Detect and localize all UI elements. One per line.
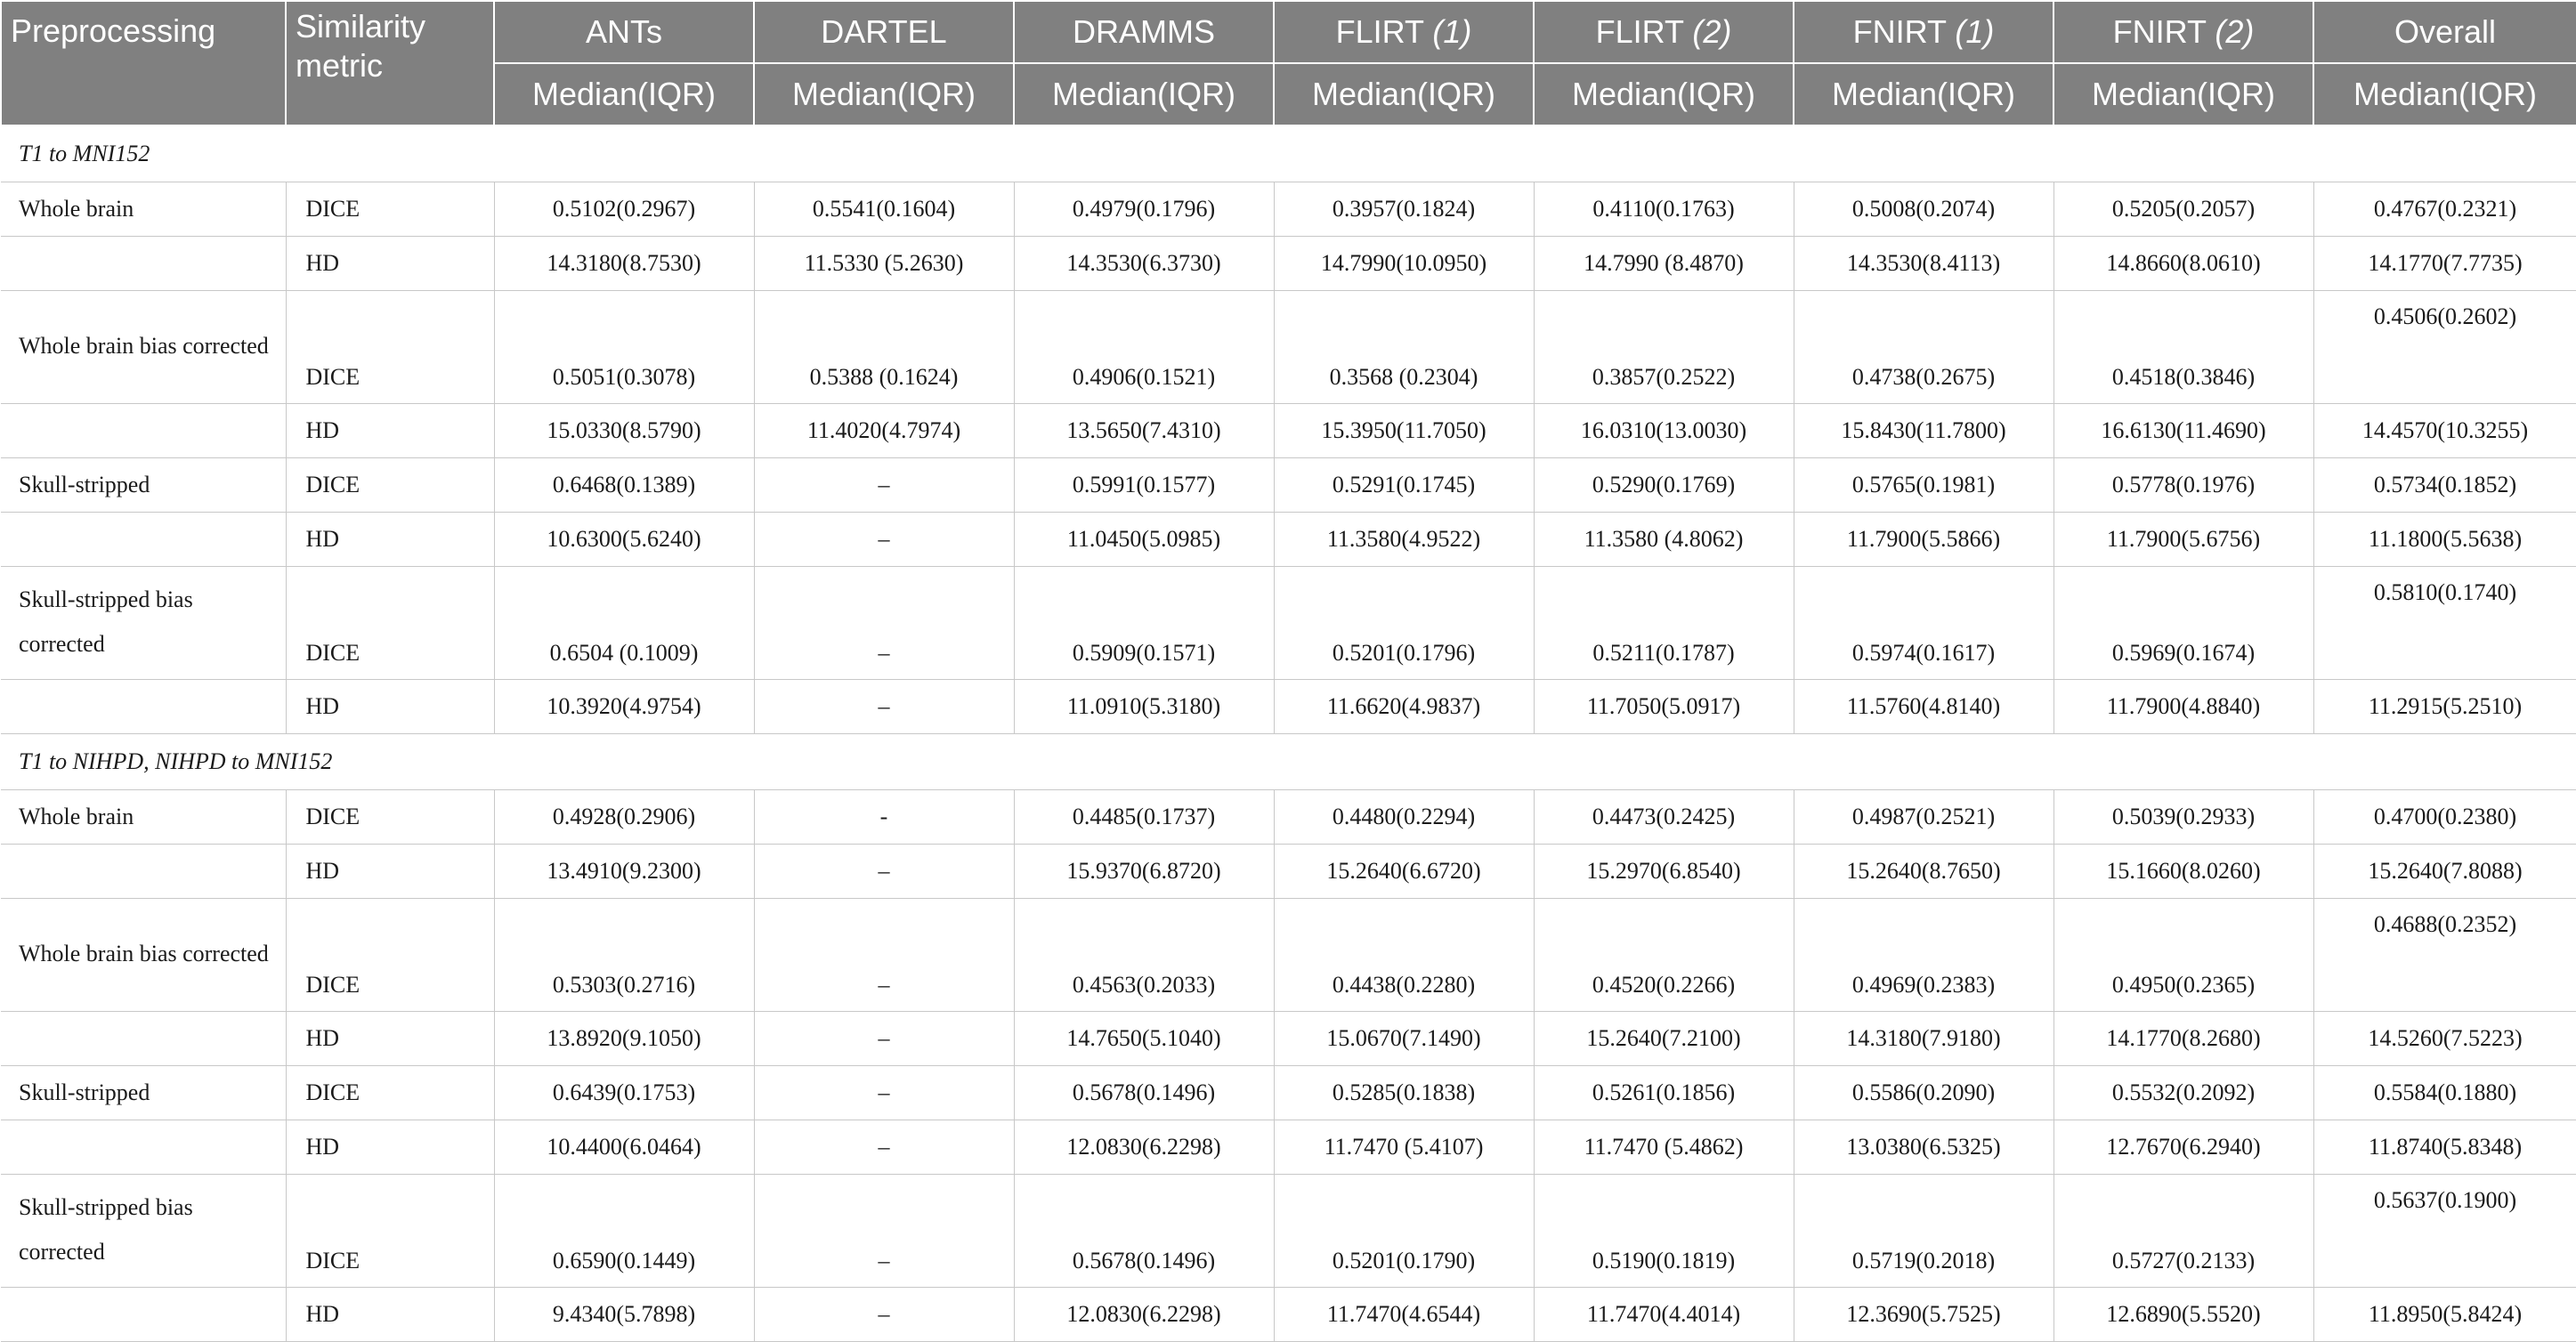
value-cell: 0.5584(0.1880)	[2313, 1066, 2576, 1120]
table-header	[1, 1, 2576, 125]
value-cell: 15.3950(11.7050)	[1274, 404, 1534, 458]
value-cell: –	[754, 1066, 1014, 1120]
value-cell: 0.5778(0.1976)	[2054, 458, 2313, 513]
table-row	[1, 899, 2576, 1012]
method-name: FNIRT	[1852, 13, 1956, 50]
value-cell: 14.3530(6.3730)	[1014, 237, 1274, 291]
preprocessing-label: Whole brain bias corrected	[1, 899, 286, 1012]
subheader-median-iqr: Median(IQR)	[1794, 63, 2054, 125]
metric-cell: DICE	[286, 182, 494, 237]
value-cell: 12.6890(5.5520)	[2054, 1288, 2313, 1342]
table-row	[1, 1120, 2576, 1175]
header-metric-line1: Similarity	[296, 8, 426, 44]
value-cell: 16.6130(11.4690)	[2054, 404, 2313, 458]
metric-cell: HD	[286, 680, 494, 734]
table-row	[1, 404, 2576, 458]
metric-cell: DICE	[286, 458, 494, 513]
value-cell: 0.5909(0.1571)	[1014, 567, 1274, 680]
value-cell: 0.5211(0.1787)	[1534, 567, 1794, 680]
value-cell: 0.6468(0.1389)	[494, 458, 754, 513]
value-cell: 11.2915(5.2510)	[2313, 680, 2576, 734]
value-cell: 0.4767(0.2321)	[2313, 182, 2576, 237]
value-cell: –	[754, 1120, 1014, 1175]
table-body	[1, 125, 2576, 1342]
metric-cell: DICE	[286, 291, 494, 404]
value-cell: 15.2640(7.2100)	[1534, 1012, 1794, 1066]
value-cell: 0.5201(0.1790)	[1274, 1175, 1534, 1288]
metric-cell: DICE	[286, 1066, 494, 1120]
value-cell: 0.4969(0.2383)	[1794, 899, 2054, 1012]
value-cell: 0.4506(0.2602)	[2313, 291, 2576, 404]
method-suffix: (1)	[1955, 13, 1995, 50]
value-cell: –	[754, 567, 1014, 680]
value-cell: 11.0910(5.3180)	[1014, 680, 1274, 734]
value-cell: 0.3568 (0.2304)	[1274, 291, 1534, 404]
value-cell: 0.3857(0.2522)	[1534, 291, 1794, 404]
value-cell: 0.6439(0.1753)	[494, 1066, 754, 1120]
value-cell: 0.5291(0.1745)	[1274, 458, 1534, 513]
value-cell: –	[754, 845, 1014, 899]
value-cell: 0.5102(0.2967)	[494, 182, 754, 237]
value-cell: 9.4340(5.7898)	[494, 1288, 754, 1342]
header-method	[1274, 1, 1534, 63]
value-cell: 11.7470 (5.4107)	[1274, 1120, 1534, 1175]
value-cell: 15.0670(7.1490)	[1274, 1012, 1534, 1066]
value-cell: 0.5285(0.1838)	[1274, 1066, 1534, 1120]
preprocessing-label: Whole brain	[1, 790, 286, 845]
value-cell: 14.7650(5.1040)	[1014, 1012, 1274, 1066]
value-cell: –	[754, 680, 1014, 734]
value-cell: 11.4020(4.7974)	[754, 404, 1014, 458]
value-cell: 11.8950(5.8424)	[2313, 1288, 2576, 1342]
preprocessing-label	[1, 680, 286, 734]
value-cell: 13.0380(6.5325)	[1794, 1120, 2054, 1175]
value-cell: -	[754, 790, 1014, 845]
method-name: ANTs	[585, 13, 662, 50]
method-name: FLIRT	[1335, 13, 1433, 50]
metric-cell: HD	[286, 1012, 494, 1066]
value-cell: 0.5532(0.2092)	[2054, 1066, 2313, 1120]
value-cell: 11.1800(5.5638)	[2313, 513, 2576, 567]
table-row	[1, 680, 2576, 734]
table-row	[1, 1066, 2576, 1120]
value-cell: 0.5205(0.2057)	[2054, 182, 2313, 237]
value-cell: –	[754, 458, 1014, 513]
header-row-methods	[1, 1, 2576, 63]
value-cell: 0.3957(0.1824)	[1274, 182, 1534, 237]
preprocessing-label: Skull-stripped bias corrected	[1, 567, 286, 680]
value-cell: 14.3180(8.7530)	[494, 237, 754, 291]
value-cell: –	[754, 1175, 1014, 1288]
preprocessing-label: Skull-stripped bias corrected	[1, 1175, 286, 1288]
method-suffix: (1)	[1432, 13, 1472, 50]
value-cell: 0.6590(0.1449)	[494, 1175, 754, 1288]
table-row	[1, 567, 2576, 680]
preprocessing-label: Skull-stripped	[1, 1066, 286, 1120]
value-cell: 0.4700(0.2380)	[2313, 790, 2576, 845]
value-cell: 11.7470(4.6544)	[1274, 1288, 1534, 1342]
value-cell: 14.3180(7.9180)	[1794, 1012, 2054, 1066]
header-method	[1534, 1, 1794, 63]
header-method	[2313, 1, 2576, 63]
value-cell: 0.4979(0.1796)	[1014, 182, 1274, 237]
value-cell: 14.7990 (8.4870)	[1534, 237, 1794, 291]
value-cell: 11.3580(4.9522)	[1274, 513, 1534, 567]
value-cell: 14.1770(7.7735)	[2313, 237, 2576, 291]
metric-cell: DICE	[286, 790, 494, 845]
value-cell: 0.5388 (0.1624)	[754, 291, 1014, 404]
value-cell: 0.4438(0.2280)	[1274, 899, 1534, 1012]
value-cell: 0.5290(0.1769)	[1534, 458, 1794, 513]
table-row	[1, 237, 2576, 291]
value-cell: 12.7670(6.2940)	[2054, 1120, 2313, 1175]
value-cell: –	[754, 1012, 1014, 1066]
value-cell: 15.9370(6.8720)	[1014, 845, 1274, 899]
value-cell: 12.3690(5.7525)	[1794, 1288, 2054, 1342]
value-cell: 0.5541(0.1604)	[754, 182, 1014, 237]
value-cell: 11.6620(4.9837)	[1274, 680, 1534, 734]
value-cell: 0.5051(0.3078)	[494, 291, 754, 404]
value-cell: 15.2640(6.6720)	[1274, 845, 1534, 899]
value-cell: 0.5637(0.1900)	[2313, 1175, 2576, 1288]
value-cell: 0.4906(0.1521)	[1014, 291, 1274, 404]
value-cell: 0.4110(0.1763)	[1534, 182, 1794, 237]
value-cell: 14.3530(8.4113)	[1794, 237, 2054, 291]
value-cell: 0.5765(0.1981)	[1794, 458, 2054, 513]
metric-cell: HD	[286, 1288, 494, 1342]
metric-cell: DICE	[286, 899, 494, 1012]
value-cell: 0.5810(0.1740)	[2313, 567, 2576, 680]
value-cell: 16.0310(13.0030)	[1534, 404, 1794, 458]
value-cell: 12.0830(6.2298)	[1014, 1288, 1274, 1342]
table-row	[1, 1012, 2576, 1066]
value-cell: 0.5974(0.1617)	[1794, 567, 2054, 680]
preprocessing-label: Whole brain	[1, 182, 286, 237]
value-cell: 13.8920(9.1050)	[494, 1012, 754, 1066]
section-row	[1, 734, 2576, 790]
method-name: DARTEL	[821, 13, 947, 50]
value-cell: 15.2970(6.8540)	[1534, 845, 1794, 899]
value-cell: 15.0330(8.5790)	[494, 404, 754, 458]
table-row	[1, 845, 2576, 899]
value-cell: 15.2640(8.7650)	[1794, 845, 2054, 899]
value-cell: 0.5586(0.2090)	[1794, 1066, 2054, 1120]
value-cell: 10.4400(6.0464)	[494, 1120, 754, 1175]
value-cell: 12.0830(6.2298)	[1014, 1120, 1274, 1175]
header-similarity-metric	[286, 1, 494, 125]
header-method	[494, 1, 754, 63]
subheader-median-iqr: Median(IQR)	[1274, 63, 1534, 125]
value-cell: 0.4928(0.2906)	[494, 790, 754, 845]
method-suffix: (2)	[2215, 13, 2255, 50]
value-cell: 0.5734(0.1852)	[2313, 458, 2576, 513]
value-cell: 14.7990(10.0950)	[1274, 237, 1534, 291]
preprocessing-label	[1, 404, 286, 458]
metric-cell: HD	[286, 1120, 494, 1175]
method-suffix: (2)	[1692, 13, 1732, 50]
preprocessing-label	[1, 513, 286, 567]
metric-cell: DICE	[286, 1175, 494, 1288]
value-cell: 13.4910(9.2300)	[494, 845, 754, 899]
value-cell: 10.6300(5.6240)	[494, 513, 754, 567]
metric-cell: HD	[286, 404, 494, 458]
value-cell: 11.7050(5.0917)	[1534, 680, 1794, 734]
value-cell: 0.5008(0.2074)	[1794, 182, 2054, 237]
value-cell: 14.5260(7.5223)	[2313, 1012, 2576, 1066]
value-cell: 0.5039(0.2933)	[2054, 790, 2313, 845]
metric-cell: HD	[286, 513, 494, 567]
value-cell: 11.7470 (5.4862)	[1534, 1120, 1794, 1175]
value-cell: 0.5303(0.2716)	[494, 899, 754, 1012]
value-cell: 0.5201(0.1796)	[1274, 567, 1534, 680]
value-cell: –	[754, 1288, 1014, 1342]
header-method	[1014, 1, 1274, 63]
value-cell: 0.5719(0.2018)	[1794, 1175, 2054, 1288]
subheader-median-iqr: Median(IQR)	[754, 63, 1014, 125]
value-cell: 11.3580 (4.8062)	[1534, 513, 1794, 567]
method-name: FLIRT	[1595, 13, 1693, 50]
metric-cell: HD	[286, 845, 494, 899]
header-metric-line2: metric	[296, 47, 383, 84]
value-cell: 0.5991(0.1577)	[1014, 458, 1274, 513]
preprocessing-label: Whole brain bias corrected	[1, 291, 286, 404]
table-row	[1, 1175, 2576, 1288]
value-cell: 0.4520(0.2266)	[1534, 899, 1794, 1012]
section-title: T1 to MNI152	[1, 125, 2576, 182]
value-cell: 11.0450(5.0985)	[1014, 513, 1274, 567]
value-cell: 0.4688(0.2352)	[2313, 899, 2576, 1012]
table-row	[1, 790, 2576, 845]
value-cell: 11.7900(5.6756)	[2054, 513, 2313, 567]
table-row	[1, 1288, 2576, 1342]
value-cell: 0.5261(0.1856)	[1534, 1066, 1794, 1120]
table-row	[1, 513, 2576, 567]
subheader-median-iqr: Median(IQR)	[1014, 63, 1274, 125]
value-cell: 13.5650(7.4310)	[1014, 404, 1274, 458]
preprocessing-label	[1, 1288, 286, 1342]
value-cell: 0.6504 (0.1009)	[494, 567, 754, 680]
value-cell: 0.4473(0.2425)	[1534, 790, 1794, 845]
section-row	[1, 125, 2576, 182]
value-cell: 0.5969(0.1674)	[2054, 567, 2313, 680]
method-name: FNIRT	[2112, 13, 2216, 50]
subheader-median-iqr: Median(IQR)	[1534, 63, 1794, 125]
value-cell: 14.8660(8.0610)	[2054, 237, 2313, 291]
table-row	[1, 182, 2576, 237]
metric-cell: HD	[286, 237, 494, 291]
value-cell: 11.7900(5.5866)	[1794, 513, 2054, 567]
header-method	[754, 1, 1014, 63]
method-name: Overall	[2394, 13, 2497, 50]
value-cell: 11.8740(5.8348)	[2313, 1120, 2576, 1175]
preprocessing-label	[1, 1012, 286, 1066]
value-cell: 0.5727(0.2133)	[2054, 1175, 2313, 1288]
header-method	[2054, 1, 2313, 63]
preprocessing-label	[1, 1120, 286, 1175]
value-cell: 0.5190(0.1819)	[1534, 1175, 1794, 1288]
value-cell: 0.4485(0.1737)	[1014, 790, 1274, 845]
preprocessing-label: Skull-stripped	[1, 458, 286, 513]
section-title: T1 to NIHPD, NIHPD to MNI152	[1, 734, 2576, 790]
table-row	[1, 291, 2576, 404]
value-cell: 0.4738(0.2675)	[1794, 291, 2054, 404]
value-cell: 0.4518(0.3846)	[2054, 291, 2313, 404]
value-cell: 0.5678(0.1496)	[1014, 1175, 1274, 1288]
value-cell: 0.4480(0.2294)	[1274, 790, 1534, 845]
value-cell: 14.1770(8.2680)	[2054, 1012, 2313, 1066]
method-name: DRAMMS	[1073, 13, 1215, 50]
preprocessing-label	[1, 237, 286, 291]
value-cell: 15.1660(8.0260)	[2054, 845, 2313, 899]
value-cell: 0.4563(0.2033)	[1014, 899, 1274, 1012]
value-cell: 0.4950(0.2365)	[2054, 899, 2313, 1012]
value-cell: –	[754, 899, 1014, 1012]
value-cell: 11.7470(4.4014)	[1534, 1288, 1794, 1342]
value-cell: 0.5678(0.1496)	[1014, 1066, 1274, 1120]
subheader-median-iqr: Median(IQR)	[494, 63, 754, 125]
header-method	[1794, 1, 2054, 63]
subheader-median-iqr: Median(IQR)	[2054, 63, 2313, 125]
subheader-median-iqr: Median(IQR)	[2313, 63, 2576, 125]
header-preprocessing: Preprocessing	[1, 1, 286, 125]
value-cell: 11.5760(4.8140)	[1794, 680, 2054, 734]
value-cell: 15.2640(7.8088)	[2313, 845, 2576, 899]
value-cell: 10.3920(4.9754)	[494, 680, 754, 734]
value-cell: 11.7900(4.8840)	[2054, 680, 2313, 734]
value-cell: 14.4570(10.3255)	[2313, 404, 2576, 458]
value-cell: 15.8430(11.7800)	[1794, 404, 2054, 458]
value-cell: 11.5330 (5.2630)	[754, 237, 1014, 291]
preprocessing-label	[1, 845, 286, 899]
metric-cell: DICE	[286, 567, 494, 680]
value-cell: 0.4987(0.2521)	[1794, 790, 2054, 845]
value-cell: –	[754, 513, 1014, 567]
table-row	[1, 458, 2576, 513]
